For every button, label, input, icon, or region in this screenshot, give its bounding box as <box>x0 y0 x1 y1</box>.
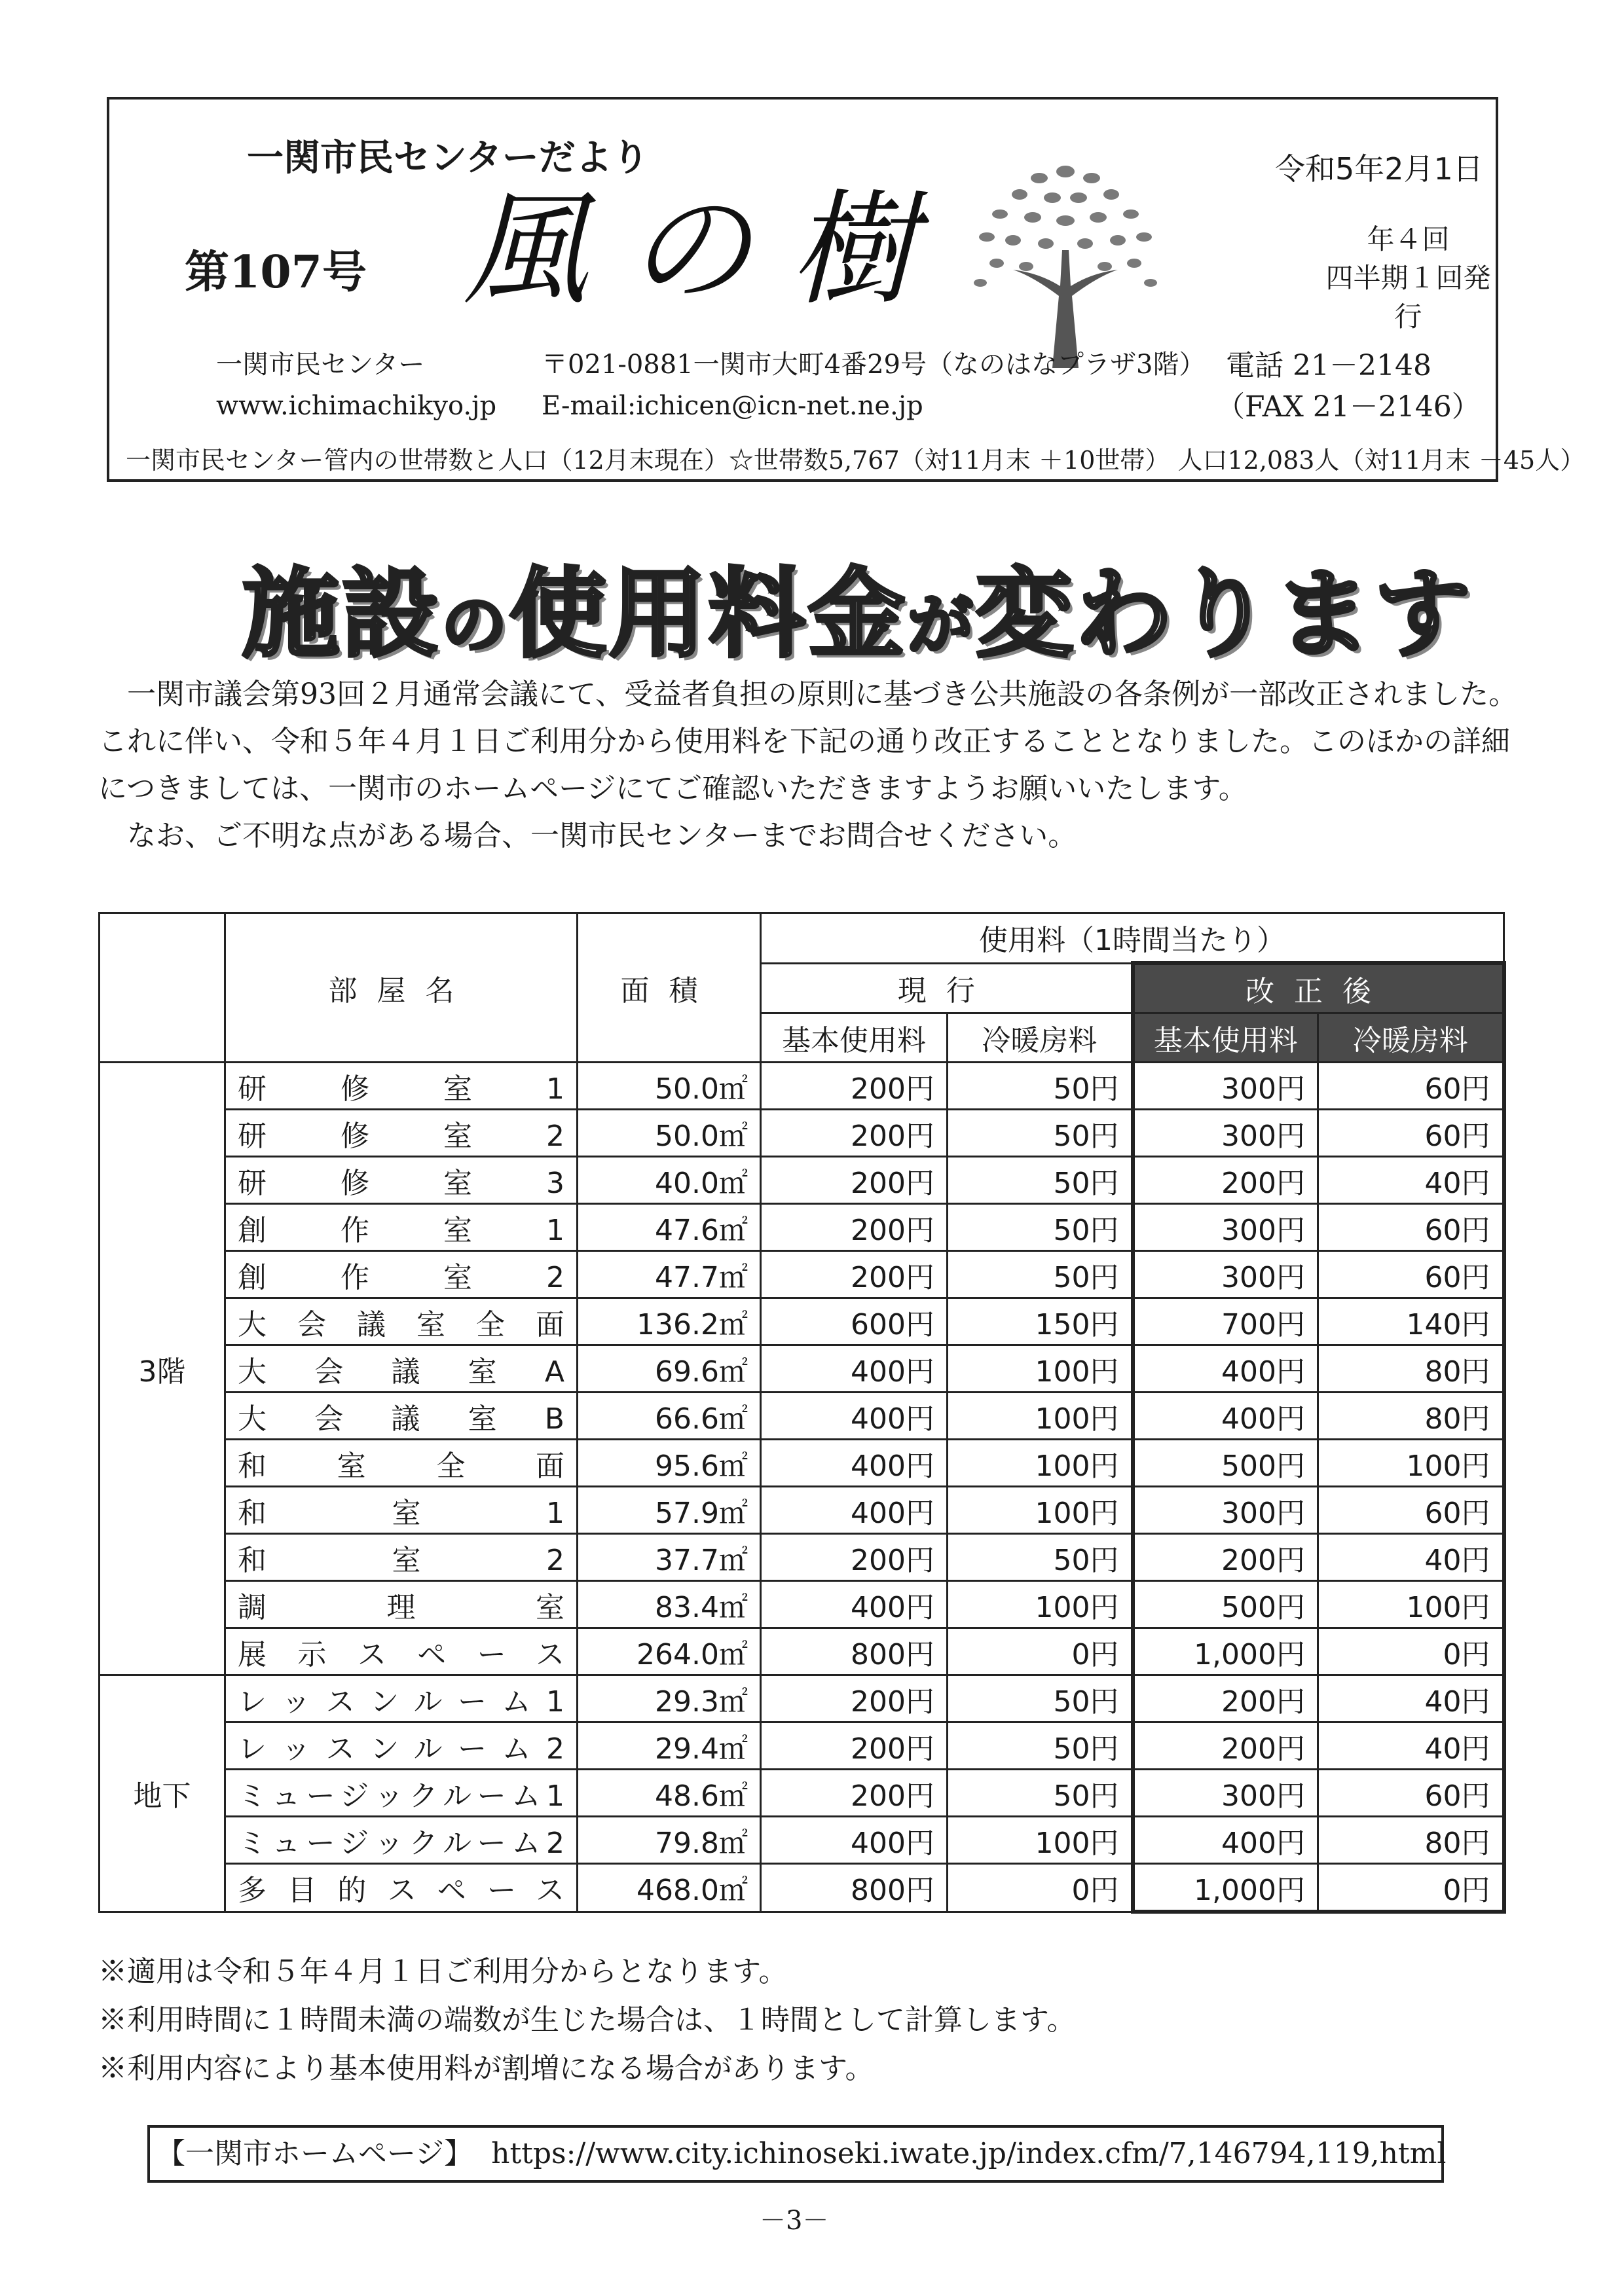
room-area: 40.0㎡ <box>578 1157 761 1204</box>
newsletter-title: 風の樹 <box>463 177 955 322</box>
revised-aircon-fee: 60円 <box>1318 1487 1504 1534</box>
revised-basic-fee: 1,000円 <box>1133 1628 1318 1675</box>
revised-aircon-fee: 60円 <box>1318 1063 1504 1110</box>
current-basic-fee: 200円 <box>761 1770 948 1817</box>
address: 〒021-0881一関市大町4番29号（なのはなプラザ3階） <box>542 350 1206 380</box>
note-2: ※利用時間に１時間未満の端数が生じた場合は、１時間として計算します。 <box>98 2003 1076 2037</box>
table-row <box>100 1628 1504 1675</box>
room-name: 多目的スペース <box>225 1864 578 1912</box>
revised-aircon-fee: 60円 <box>1318 1204 1504 1251</box>
revised-basic-fee: 200円 <box>1133 1534 1318 1581</box>
header-fee: 使用料（1時間当たり） <box>761 913 1504 964</box>
table-row <box>100 1487 1504 1534</box>
revised-aircon-fee: 40円 <box>1318 1157 1504 1204</box>
population-stats: 一関市民センター管内の世帯数と人口（12月末現在）☆世帯数5,767（対11月末 ＋10世帯） 人口12,083人（対11月末 －45人） <box>126 446 1585 475</box>
current-basic-fee: 200円 <box>761 1534 948 1581</box>
room-area: 29.4㎡ <box>578 1722 761 1770</box>
room-area: 47.6㎡ <box>578 1204 761 1251</box>
website-link[interactable]: www.ichimachikyo.jp <box>216 391 497 421</box>
room-name: 大会議室全面 <box>225 1298 578 1345</box>
current-aircon-fee: 150円 <box>948 1298 1133 1345</box>
revised-aircon-fee: 80円 <box>1318 1817 1504 1864</box>
fax-number: （FAX 21－2146） <box>1216 390 1481 424</box>
current-aircon-fee: 100円 <box>948 1345 1133 1393</box>
current-aircon-fee: 0円 <box>948 1628 1133 1675</box>
revised-aircon-fee: 40円 <box>1318 1534 1504 1581</box>
current-basic-fee: 600円 <box>761 1298 948 1345</box>
headline-part-4: が <box>908 587 976 663</box>
current-aircon-fee: 50円 <box>948 1770 1133 1817</box>
center-name: 一関市民センター <box>216 350 425 380</box>
frequency-line-1: 年４回 <box>1367 223 1450 255</box>
room-name: 創作室1 <box>225 1204 578 1251</box>
header-floor <box>100 913 225 1063</box>
email-link[interactable]: E-mail:ichicen@icn-net.ne.jp <box>542 391 923 421</box>
issue-date: 令和5年2月1日 <box>1275 151 1483 187</box>
headline-part-2: の <box>441 587 509 663</box>
revised-basic-fee: 200円 <box>1133 1157 1318 1204</box>
current-aircon-fee: 50円 <box>948 1157 1133 1204</box>
room-area: 136.2㎡ <box>578 1298 761 1345</box>
table-row <box>100 1298 1504 1345</box>
current-basic-fee: 200円 <box>761 1063 948 1110</box>
frequency-line-2: 四半期１回発行 <box>1325 261 1491 333</box>
revised-basic-fee: 300円 <box>1133 1110 1318 1157</box>
header-revised: 改正後 <box>1133 963 1504 1013</box>
current-aircon-fee: 50円 <box>948 1110 1133 1157</box>
room-name: 和室2 <box>225 1534 578 1581</box>
revised-aircon-fee: 100円 <box>1318 1440 1504 1487</box>
revised-basic-fee: 200円 <box>1133 1722 1318 1770</box>
room-area: 48.6㎡ <box>578 1770 761 1817</box>
current-basic-fee: 400円 <box>761 1487 948 1534</box>
header-revised-aircon: 冷暖房料 <box>1318 1013 1504 1063</box>
current-aircon-fee: 50円 <box>948 1675 1133 1722</box>
intro-paragraph-2: なお、ご不明な点がある場合、一関市民センターまでお問合せください。 <box>127 819 1077 852</box>
revised-aircon-fee: 60円 <box>1318 1770 1504 1817</box>
header-room: 部屋名 <box>225 913 578 1063</box>
header-area: 面積 <box>578 913 761 1063</box>
revised-aircon-fee: 60円 <box>1318 1110 1504 1157</box>
table-row <box>100 1251 1504 1298</box>
room-name: ミュージックルーム1 <box>225 1770 578 1817</box>
table-row <box>100 1534 1504 1581</box>
room-area: 50.0㎡ <box>578 1063 761 1110</box>
masthead-box <box>107 97 1585 482</box>
table-row <box>100 1817 1504 1864</box>
note-3: ※利用内容により基本使用料が割増になる場合があります。 <box>98 2052 874 2085</box>
room-name: レッスンルーム2 <box>225 1722 578 1770</box>
homepage-url-link[interactable]: https://www.city.ichinoseki.iwate.jp/index.cfm/7,146794,119,html <box>491 2137 1447 2170</box>
revised-aircon-fee: 40円 <box>1318 1675 1504 1722</box>
intro-text <box>98 671 1526 860</box>
revised-aircon-fee: 0円 <box>1318 1864 1504 1912</box>
notes <box>98 1948 1075 2093</box>
revised-basic-fee: 300円 <box>1133 1487 1318 1534</box>
room-area: 57.9㎡ <box>578 1487 761 1534</box>
table-row <box>100 1204 1504 1251</box>
current-aircon-fee: 100円 <box>948 1487 1133 1534</box>
floor-label: 3階 <box>100 1063 225 1675</box>
room-name: 創作室2 <box>225 1251 578 1298</box>
revised-basic-fee: 400円 <box>1133 1345 1318 1393</box>
current-basic-fee: 800円 <box>761 1864 948 1912</box>
room-name: 大会議室A <box>225 1345 578 1393</box>
headline-part-3: 使用料金 <box>509 558 908 670</box>
current-basic-fee: 400円 <box>761 1345 948 1393</box>
current-basic-fee: 200円 <box>761 1157 948 1204</box>
revised-aircon-fee: 80円 <box>1318 1345 1504 1393</box>
room-area: 83.4㎡ <box>578 1581 761 1628</box>
fees-table <box>98 912 1506 1914</box>
homepage-label: 【一関市ホームページ】 <box>157 2137 473 2170</box>
tree-logo-icon <box>961 145 1170 374</box>
headline <box>242 537 1473 676</box>
room-area: 95.6㎡ <box>578 1440 761 1487</box>
room-name: 展示スペース <box>225 1628 578 1675</box>
revised-aircon-fee: 140円 <box>1318 1298 1504 1345</box>
room-area: 468.0㎡ <box>578 1864 761 1912</box>
table-row <box>100 1440 1504 1487</box>
headline-part-5: 変わります <box>976 558 1473 670</box>
phone-number: 電話 21－2148 <box>1226 349 1431 382</box>
room-name: 調理室 <box>225 1581 578 1628</box>
room-name: レッスンルーム1 <box>225 1675 578 1722</box>
room-area: 37.7㎡ <box>578 1534 761 1581</box>
room-area: 69.6㎡ <box>578 1345 761 1393</box>
fees-table-body <box>100 1063 1504 1912</box>
header-current-basic: 基本使用料 <box>761 1013 948 1063</box>
current-aircon-fee: 50円 <box>948 1722 1133 1770</box>
table-row <box>100 1675 1504 1722</box>
room-name: 和室全面 <box>225 1440 578 1487</box>
revised-basic-fee: 500円 <box>1133 1581 1318 1628</box>
revised-basic-fee: 300円 <box>1133 1204 1318 1251</box>
headline-part-1: 施設 <box>242 558 441 670</box>
revised-aircon-fee: 60円 <box>1318 1251 1504 1298</box>
header-current-aircon: 冷暖房料 <box>948 1013 1133 1063</box>
current-basic-fee: 200円 <box>761 1675 948 1722</box>
revised-basic-fee: 1,000円 <box>1133 1864 1318 1912</box>
note-1: ※適用は令和５年４月１日ご利用分からとなります。 <box>98 1955 788 1988</box>
table-row <box>100 1063 1504 1110</box>
room-area: 79.8㎡ <box>578 1817 761 1864</box>
current-basic-fee: 200円 <box>761 1204 948 1251</box>
revised-basic-fee: 300円 <box>1133 1251 1318 1298</box>
revised-basic-fee: 200円 <box>1133 1675 1318 1722</box>
current-basic-fee: 200円 <box>761 1722 948 1770</box>
header-revised-basic: 基本使用料 <box>1133 1013 1318 1063</box>
current-basic-fee: 400円 <box>761 1581 948 1628</box>
current-aircon-fee: 100円 <box>948 1581 1133 1628</box>
revised-aircon-fee: 0円 <box>1318 1628 1504 1675</box>
table-row <box>100 1110 1504 1157</box>
intro-paragraph-1: 一関市議会第93回２月通常会議にて、受益者負担の原則に基づき公共施設の各条例が一部改正されました。これに伴い、令和５年４月１日ご利用分から使用料を下記の通り改正することとなりました。このほかの詳細につきましては、一関市のホームページにてご確認いただきますようお願いいたします。 <box>98 678 1518 805</box>
room-name: 研修室1 <box>225 1063 578 1110</box>
current-aircon-fee: 100円 <box>948 1440 1133 1487</box>
table-row <box>100 1393 1504 1440</box>
current-aircon-fee: 50円 <box>948 1204 1133 1251</box>
revised-basic-fee: 300円 <box>1133 1063 1318 1110</box>
room-area: 66.6㎡ <box>578 1393 761 1440</box>
table-row <box>100 1345 1504 1393</box>
table-row <box>100 1722 1504 1770</box>
revised-basic-fee: 400円 <box>1133 1393 1318 1440</box>
current-aircon-fee: 100円 <box>948 1817 1133 1864</box>
revised-aircon-fee: 40円 <box>1318 1722 1504 1770</box>
homepage-link-box <box>147 2125 1447 2183</box>
current-basic-fee: 400円 <box>761 1440 948 1487</box>
floor-label: 地下 <box>100 1675 225 1912</box>
room-name: 大会議室B <box>225 1393 578 1440</box>
room-name: ミュージックルーム2 <box>225 1817 578 1864</box>
revised-basic-fee: 300円 <box>1133 1770 1318 1817</box>
issue-number: 第107号 <box>185 246 367 299</box>
publication-frequency <box>1321 221 1496 336</box>
current-basic-fee: 800円 <box>761 1628 948 1675</box>
revised-basic-fee: 400円 <box>1133 1817 1318 1864</box>
revised-aircon-fee: 80円 <box>1318 1393 1504 1440</box>
table-row <box>100 1581 1504 1628</box>
table-row <box>100 1864 1504 1912</box>
page-number: －3－ <box>760 2206 829 2236</box>
publication-name: 一関市民センターだより <box>247 137 649 179</box>
current-basic-fee: 400円 <box>761 1393 948 1440</box>
revised-basic-fee: 500円 <box>1133 1440 1318 1487</box>
current-aircon-fee: 0円 <box>948 1864 1133 1912</box>
header-current: 現行 <box>761 963 1133 1013</box>
current-basic-fee: 400円 <box>761 1817 948 1864</box>
room-area: 50.0㎡ <box>578 1110 761 1157</box>
revised-basic-fee: 700円 <box>1133 1298 1318 1345</box>
current-basic-fee: 200円 <box>761 1110 948 1157</box>
current-aircon-fee: 100円 <box>948 1393 1133 1440</box>
room-area: 264.0㎡ <box>578 1628 761 1675</box>
room-area: 47.7㎡ <box>578 1251 761 1298</box>
current-aircon-fee: 50円 <box>948 1534 1133 1581</box>
current-aircon-fee: 50円 <box>948 1063 1133 1110</box>
room-area: 29.3㎡ <box>578 1675 761 1722</box>
table-row <box>100 1157 1504 1204</box>
room-name: 研修室3 <box>225 1157 578 1204</box>
current-basic-fee: 200円 <box>761 1251 948 1298</box>
room-name: 研修室2 <box>225 1110 578 1157</box>
table-row <box>100 1770 1504 1817</box>
revised-aircon-fee: 100円 <box>1318 1581 1504 1628</box>
room-name: 和室1 <box>225 1487 578 1534</box>
current-aircon-fee: 50円 <box>948 1251 1133 1298</box>
